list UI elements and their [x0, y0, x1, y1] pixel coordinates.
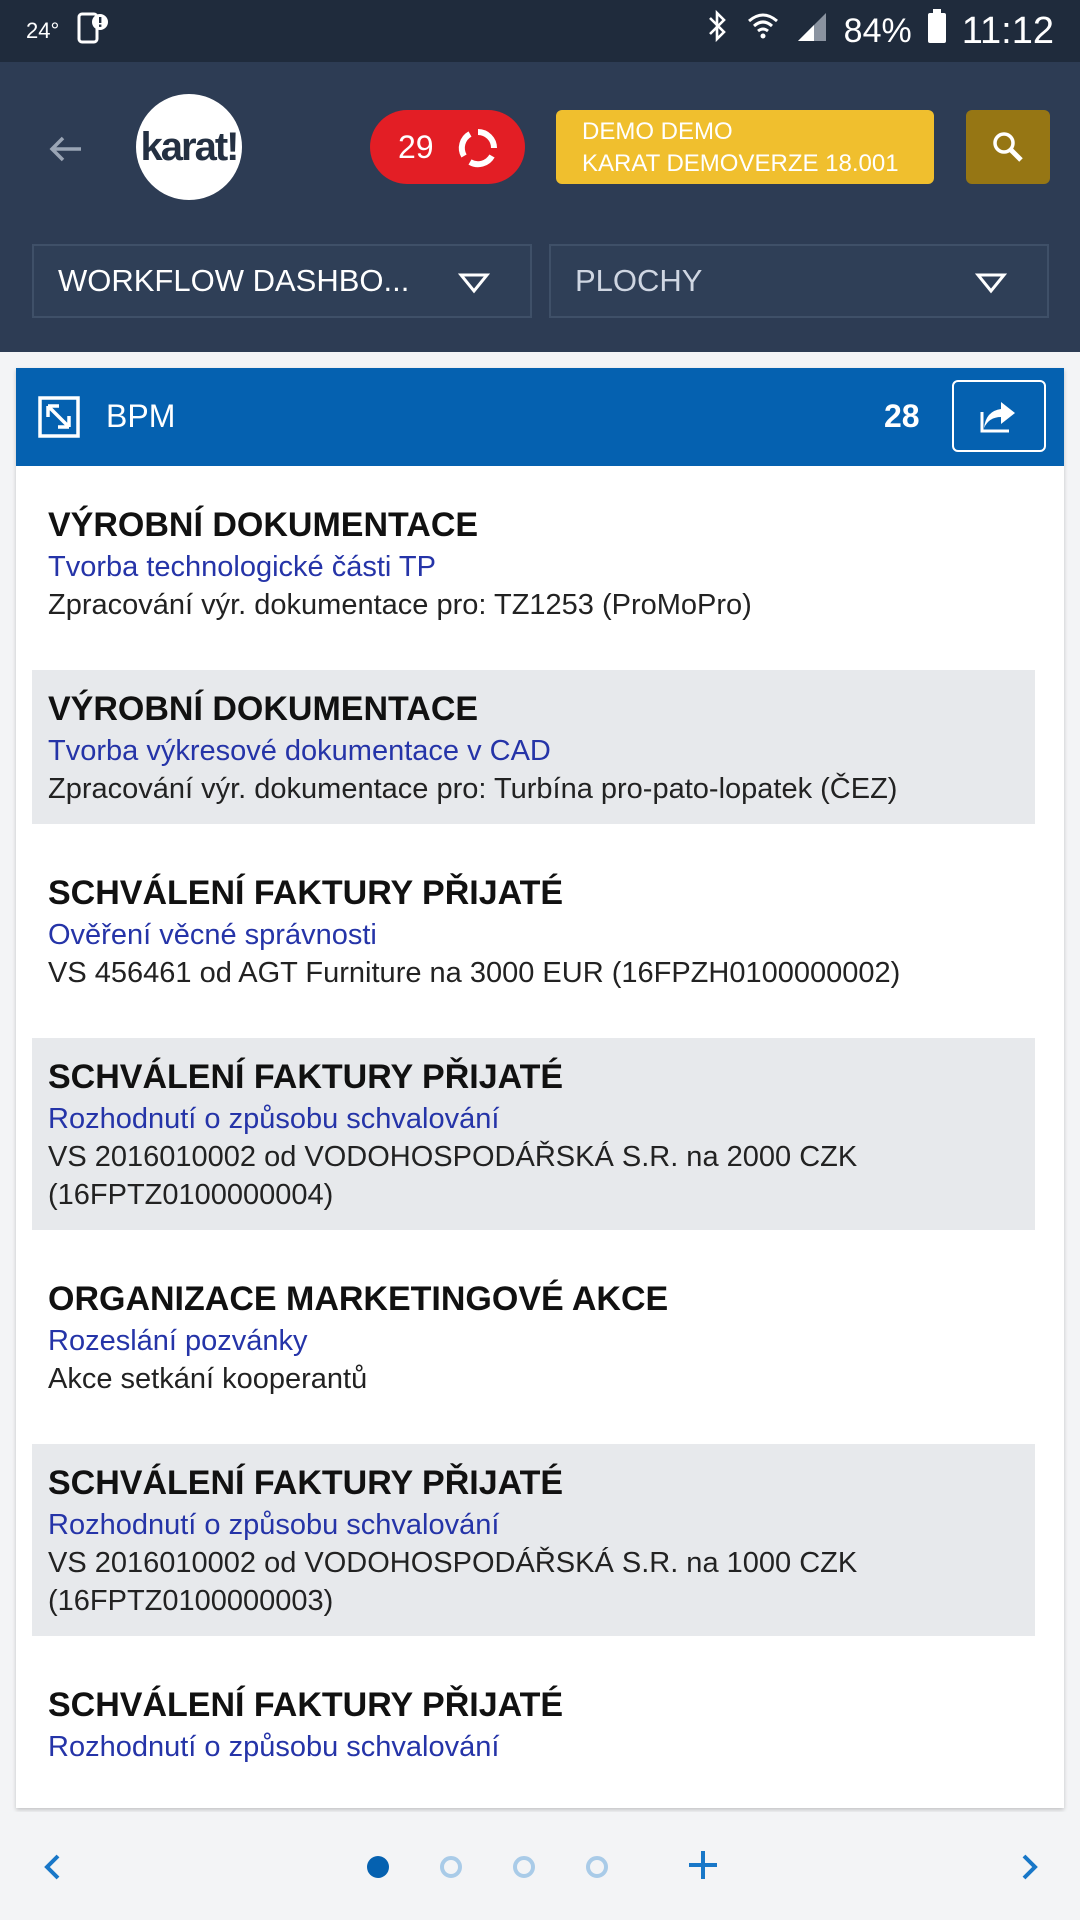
- next-page-icon[interactable]: [1014, 1852, 1044, 1882]
- task-step: Rozeslání pozvánky: [48, 1325, 308, 1357]
- page-dot[interactable]: [586, 1856, 608, 1878]
- bpm-panel: [16, 368, 1064, 1808]
- task-title: VÝROBNÍ DOKUMENTACE: [48, 690, 479, 728]
- chevron-down-icon: [458, 272, 490, 294]
- task-detail: VS 2016010002 od VODOHOSPODÁŘSKÁ S.R. na 1000 CZK (16FPTZ0100000003): [48, 1547, 858, 1617]
- temperature-text: 24°: [26, 18, 60, 43]
- app-header: [0, 62, 1080, 352]
- signal-icon: [796, 10, 828, 53]
- panel-count: 28: [884, 398, 920, 434]
- task-step: Tvorba technologické části TP: [48, 551, 436, 583]
- battery-icon: [928, 9, 946, 53]
- task-item[interactable]: [32, 486, 1035, 640]
- prev-page-icon[interactable]: [38, 1852, 68, 1882]
- task-title: VÝROBNÍ DOKUMENTACE: [48, 506, 479, 544]
- chevron-down-icon: [975, 272, 1007, 294]
- company-badge[interactable]: [556, 110, 934, 184]
- task-item[interactable]: [32, 1260, 1035, 1414]
- company-line2: KARAT DEMOVERZE 18.001: [582, 150, 899, 177]
- company-line1: DEMO DEMO: [582, 118, 733, 145]
- karat-logo[interactable]: karat!: [136, 94, 242, 200]
- task-detail: Akce setkání kooperantů: [48, 1363, 368, 1395]
- task-detail: Zpracování výr. dokumentace pro: TZ1253 (ProMoPro): [48, 589, 752, 621]
- dashboard-dropdown-value: WORKFLOW DASHBO...: [58, 263, 410, 298]
- task-step: Rozhodnutí o způsobu schvalování: [48, 1103, 500, 1135]
- task-detail: VS 2016010002 od VODOHOSPODÁŘSKÁ S.R. na 2000 CZK (16FPTZ0100000004): [48, 1141, 858, 1211]
- task-title: SCHVÁLENÍ FAKTURY PŘIJATÉ: [48, 1686, 564, 1724]
- task-title: SCHVÁLENÍ FAKTURY PŘIJATÉ: [48, 1464, 564, 1502]
- refresh-ring-icon: [457, 127, 499, 169]
- task-item[interactable]: [32, 854, 1035, 1008]
- task-detail: VS 456461 od AGT Furniture na 3000 EUR (16FPZH0100000002): [48, 957, 901, 989]
- add-page-icon[interactable]: [686, 1848, 720, 1882]
- back-button[interactable]: [40, 122, 94, 176]
- task-item[interactable]: [32, 670, 1035, 824]
- page-dot[interactable]: [440, 1856, 462, 1878]
- bluetooth-icon: [704, 9, 730, 53]
- desktops-dropdown-value: PLOCHY: [575, 263, 703, 298]
- panel-title: BPM: [106, 398, 176, 434]
- bottom-navigation: [0, 1812, 1080, 1920]
- task-step: Tvorba výkresové dokumentace v CAD: [48, 735, 551, 767]
- task-item[interactable]: [32, 1666, 1035, 1782]
- page-dot[interactable]: [513, 1856, 535, 1878]
- desktops-dropdown[interactable]: [549, 244, 1049, 318]
- status-bar: [0, 0, 1080, 62]
- search-icon: [990, 129, 1026, 165]
- task-step: Rozhodnutí o způsobu schvalování: [48, 1509, 500, 1541]
- task-step: Rozhodnutí o způsobu schvalování: [48, 1731, 500, 1763]
- battery-percent: 84%: [843, 11, 912, 50]
- task-detail: Zpracování výr. dokumentace pro: Turbína pro-pato-lopatek (ČEZ): [48, 773, 898, 805]
- task-title: ORGANIZACE MARKETINGOVÉ AKCE: [48, 1280, 669, 1318]
- task-item[interactable]: [32, 1444, 1035, 1636]
- wifi-icon: [746, 9, 780, 53]
- phone-alert-icon: [75, 11, 109, 51]
- task-step: Ověření věcné správnosti: [48, 919, 377, 951]
- task-title: SCHVÁLENÍ FAKTURY PŘIJATÉ: [48, 1058, 564, 1096]
- clock: 11:12: [961, 9, 1054, 52]
- task-title: SCHVÁLENÍ FAKTURY PŘIJATÉ: [48, 874, 564, 912]
- expand-icon[interactable]: [38, 396, 80, 438]
- dashboard-dropdown[interactable]: [32, 244, 532, 318]
- counter-value: 29: [398, 128, 434, 165]
- share-icon: [979, 398, 1019, 434]
- search-button[interactable]: [966, 110, 1050, 184]
- notification-counter[interactable]: [370, 110, 525, 184]
- panel-header: [16, 368, 1064, 466]
- page-dot[interactable]: [367, 1856, 389, 1878]
- share-button[interactable]: [952, 380, 1046, 452]
- task-item[interactable]: [32, 1038, 1035, 1230]
- arrow-left-icon: [47, 129, 87, 169]
- task-list: [16, 466, 1064, 1782]
